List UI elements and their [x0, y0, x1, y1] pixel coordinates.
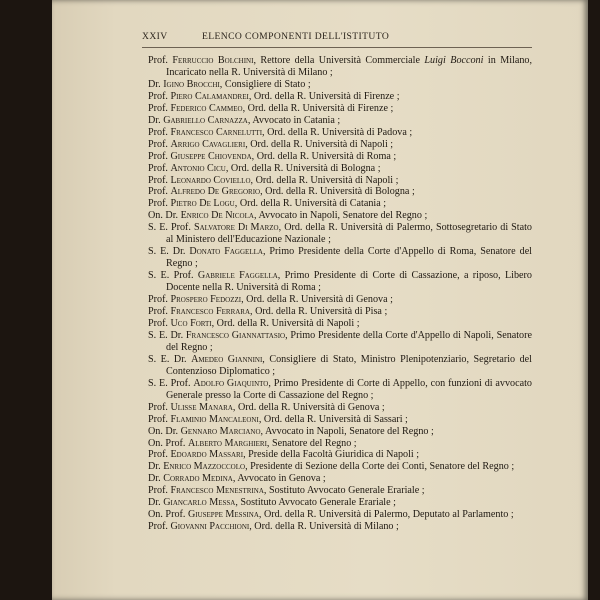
member-affiliation: , Presidente di Sezione della Corte dei Conti, Senatore del Regno ;	[245, 461, 515, 473]
member-affiliation: , Ord. della R. Università di Napoli ;	[245, 138, 394, 150]
member-entry	[148, 139, 532, 151]
member-entry	[148, 473, 532, 485]
member-name: Prospero Fedozzi	[170, 294, 242, 306]
member-title: Dr.	[148, 78, 161, 90]
member-affiliation: , Ord. della R. Università di Roma ;	[251, 150, 397, 162]
member-entry	[148, 521, 532, 533]
member-title: Prof.	[148, 102, 168, 114]
member-name: Adolfo Giaquinto	[193, 377, 269, 389]
member-title: Prof.	[148, 138, 168, 150]
member-title: Prof.	[148, 198, 168, 210]
member-title: Prof.	[148, 126, 168, 138]
member-entry	[148, 306, 532, 318]
member-affiliation: , Ord. della R. Università di Sassari ;	[258, 413, 408, 425]
member-name: Giuseppe Messina	[187, 509, 259, 521]
member-affiliation: , Avvocato in Napoli, Senatore del Regno ;	[260, 425, 434, 437]
member-list	[148, 55, 532, 533]
member-entry	[148, 509, 532, 521]
running-title: ELENCO COMPONENTI DELL'ISTITUTO	[202, 31, 390, 42]
member-name: Gabriele Faggella	[197, 270, 278, 282]
member-entry	[148, 186, 532, 198]
member-affiliation: , Ord. della R. Università di Bologna ;	[260, 186, 415, 198]
member-name: Enrico De Nicola	[180, 210, 254, 222]
member-affiliation: , Ord. della R. Università di Palermo, Sottosegretario di Stato al Ministero dell'Educazione Nazionale ;	[166, 222, 532, 246]
member-name: Ulisse Manara	[170, 401, 233, 413]
member-entry	[148, 246, 532, 270]
member-entry	[148, 91, 532, 103]
member-entry	[148, 270, 532, 294]
member-name: Giancarlo Messa	[163, 497, 236, 509]
member-name: Salvatore Di Marzo	[193, 222, 279, 234]
member-entry	[148, 497, 532, 509]
member-affiliation: , Sostituto Avvocato Generale Erariale ;	[235, 497, 396, 509]
member-entry	[148, 222, 532, 246]
member-name: Francesco Carnelutti	[170, 126, 263, 138]
member-name: Corrado Medina	[163, 473, 233, 485]
member-entry	[148, 127, 532, 139]
member-name: Edoardo Massari	[170, 449, 244, 461]
member-title: Prof.	[148, 401, 168, 413]
book-page	[52, 0, 588, 600]
member-entry	[148, 175, 532, 187]
member-title: S. E. Dr.	[148, 246, 186, 258]
member-entry	[148, 210, 532, 222]
member-title: On. Prof.	[148, 509, 186, 521]
member-title: On. Prof.	[148, 437, 186, 449]
member-entry	[148, 79, 532, 91]
page-number: XXIV	[142, 31, 168, 42]
member-title: Prof.	[148, 413, 168, 425]
member-entry	[148, 461, 532, 473]
member-name: Uco Forti	[170, 317, 212, 329]
member-entry	[148, 55, 532, 79]
member-title: Prof.	[148, 317, 168, 329]
member-title: Dr.	[148, 114, 161, 126]
member-entry	[148, 414, 532, 426]
member-name: Francesco Ferrara	[170, 306, 251, 318]
member-entry	[148, 198, 532, 210]
member-entry	[148, 485, 532, 497]
header-rule	[142, 47, 532, 48]
member-entry	[148, 426, 532, 438]
member-affiliation: , Preside della Facoltà Giuridica di Napoli ;	[243, 449, 420, 461]
member-title: Dr.	[148, 461, 161, 473]
member-affiliation: , Primo Presidente di Corte di Cassazione, a riposo, Libero Docente nella R. Università di Roma ;	[166, 270, 532, 294]
member-name: Federico Cammeo	[170, 102, 243, 114]
member-title: On. Dr.	[148, 425, 179, 437]
member-name: Pietro De Logu	[170, 198, 235, 210]
member-title: Prof.	[148, 186, 168, 198]
member-affiliation: , Ord. della R. Università di Genova ;	[241, 294, 393, 306]
member-affiliation: , Senatore del Regno ;	[266, 437, 357, 449]
member-affiliation: , Ord. della R. Università di Milano ;	[249, 521, 399, 533]
member-affiliation: , Primo Presidente della Corte d'Appello di Napoli, Senatore del Regno ;	[166, 329, 532, 353]
member-affiliation: , Ord. della R. Università di Napoli ;	[211, 317, 360, 329]
member-affiliation: , Primo Presidente della Corte d'Appello di Roma, Senatore del Regno ;	[166, 246, 532, 270]
member-name: Giovanni Pacchioni	[170, 521, 250, 533]
member-title: Prof.	[148, 449, 168, 461]
member-affiliation: , Avvocato in Napoli, Senatore del Regno ;	[253, 210, 428, 222]
member-title: Dr.	[148, 473, 161, 485]
member-entry	[148, 115, 532, 127]
member-title: Prof.	[148, 162, 168, 174]
member-entry	[148, 318, 532, 330]
member-entry	[148, 402, 532, 414]
member-affiliation: , Avvocato in Genova ;	[232, 473, 326, 485]
member-name: Amedeo Giannini	[191, 353, 263, 365]
member-affiliation: , Rettore della Università Commerciale	[253, 55, 425, 66]
member-title: S. E. Dr.	[148, 329, 184, 341]
member-title: On. Dr.	[148, 210, 179, 222]
member-title: Prof.	[148, 306, 168, 318]
member-name: Gabriello Carnazza	[163, 114, 248, 126]
member-affiliation: , Consigliere di Stato ;	[219, 78, 311, 90]
member-entry	[148, 438, 532, 450]
member-title: S. E. Prof.	[148, 222, 191, 234]
member-affiliation: , Sostituto Avvocato Generale Erariale ;	[263, 485, 425, 497]
member-entry	[148, 151, 532, 163]
member-entry	[148, 103, 532, 115]
member-title: Dr.	[148, 497, 161, 509]
member-title: Prof.	[148, 294, 168, 306]
member-title: Prof.	[148, 150, 168, 162]
member-affiliation: , Ord. della R. Università di Palermo, Deputato al Parlamento ;	[258, 509, 514, 521]
member-name: Donato Faggella	[189, 246, 263, 258]
member-affiliation: , Ord. della R. Università di Napoli ;	[250, 174, 399, 186]
member-entry	[148, 330, 532, 354]
member-entry	[148, 354, 532, 378]
member-affiliation: , Ord. della R. Università di Firenze ;	[248, 90, 400, 102]
member-name: Piero Calamandrei	[170, 90, 249, 102]
member-title: S. E. Dr.	[148, 353, 187, 365]
member-title: S. E. Prof.	[148, 377, 191, 389]
member-name: Arrigo Cavaglieri	[170, 138, 246, 150]
member-affiliation: in Milano, Incaricato nella R. Università di Milano ;	[166, 55, 532, 78]
member-affiliation: , Avvocato in Catania ;	[247, 114, 341, 126]
member-name: Antonio Cicu	[170, 162, 226, 174]
member-affiliation: , Ord. della R. Università di Firenze ;	[242, 102, 394, 114]
member-affiliation: , Ord. della R. Università di Pisa ;	[250, 306, 388, 318]
member-affiliation: , Ord. della R. Università di Bologna ;	[225, 162, 381, 174]
member-affiliation: , Primo Presidente di Corte di Appello, con funzioni di avvocato Generale presso la Corte di Cassazione del Regno ;	[166, 377, 532, 401]
member-entry	[148, 378, 532, 402]
member-affiliation: , Ord. della R. Università di Padova ;	[262, 126, 413, 138]
member-affiliation-italic: Luigi Bocconi	[424, 55, 484, 66]
member-name: Francesco Giannattasio	[185, 329, 286, 341]
member-affiliation: , Consigliere di Stato, Ministro Plenipotenziario, Segretario del Contenzioso Diplomatico ;	[166, 353, 532, 377]
member-entry	[148, 449, 532, 461]
member-title: Prof.	[148, 485, 168, 497]
member-title: Prof.	[148, 174, 168, 186]
member-name: Ferruccio Bolchini	[172, 55, 254, 66]
member-title: Prof.	[148, 55, 168, 66]
member-name: Enrico Mazzoccolo	[163, 461, 246, 473]
member-name: Gennaro Marciano	[180, 425, 261, 437]
member-name: Leonardo Coviello	[170, 174, 251, 186]
member-title: Prof.	[148, 90, 168, 102]
member-affiliation: , Ord. della R. Università di Genova ;	[232, 401, 385, 413]
member-title: Prof.	[148, 521, 168, 533]
member-name: Alfredo De Gregorio	[170, 186, 261, 198]
member-entry	[148, 294, 532, 306]
member-title: S. E. Prof.	[148, 270, 194, 282]
member-name: Francesco Menestrina	[170, 485, 264, 497]
member-name: Flaminio Mancaleoni	[170, 413, 259, 425]
member-affiliation: , Ord. della R. Università di Catania ;	[234, 198, 387, 210]
member-name: Igino Brocchi	[163, 78, 220, 90]
member-entry	[148, 163, 532, 175]
member-name: Giuseppe Chiovenda	[170, 150, 252, 162]
member-name: Alberto Marghieri	[187, 437, 267, 449]
